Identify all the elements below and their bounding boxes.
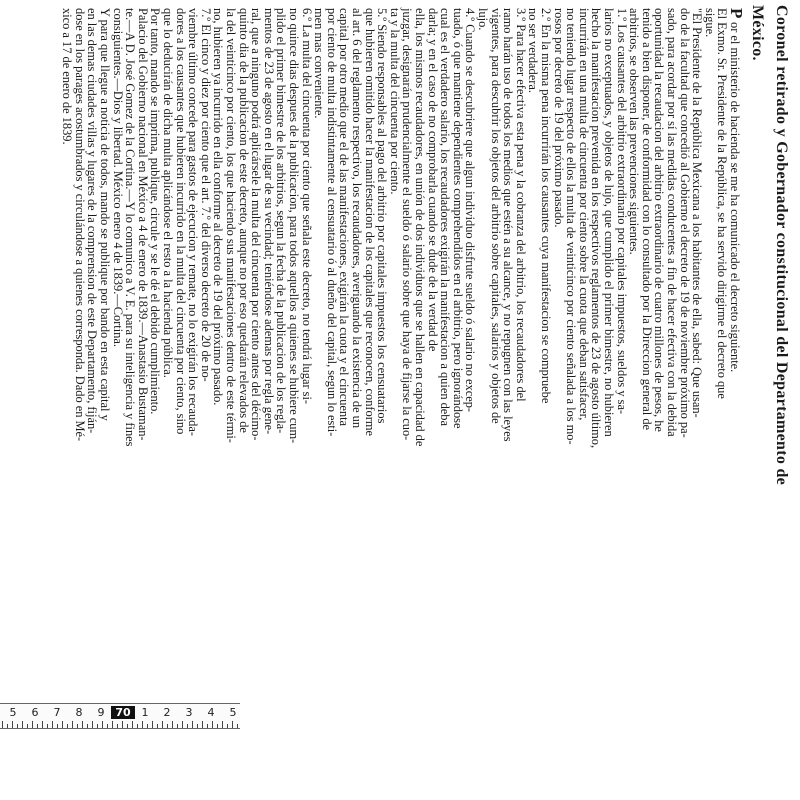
document-line: que hubieren omitido hacer la manifestacion de los capitales que reconocen, conforme <box>362 8 377 436</box>
document-line: 6.º La multa del cincuenta por ciento que señala este decreto, no tendrá lugar si- <box>299 8 314 405</box>
document-line: vigentes, para descubrir los objetos del arbitrio sobre capitales, salarios y objetos de <box>488 8 503 424</box>
document-line: Palacio del Gobierno nacional en México a 4 de enero de 1839.—Anastasio Bustaman- <box>135 8 150 441</box>
document-line: no ser verdadera. <box>526 8 541 93</box>
document-line: Y para que llegue a noticia de todos, mando se publique por bando en esta capital y <box>98 8 112 421</box>
ruler-tick <box>52 721 53 728</box>
ruler-tick <box>187 724 188 728</box>
ruler-tick <box>62 721 63 728</box>
document-line: 2.º En la misma pena incurrirán los causantes cuya manifestacion se compruebe <box>539 8 553 404</box>
ruler-tick <box>87 724 88 728</box>
document-line: no, hubieren ya incurrido en ella conforme al decreto de 19 del próximo pasado. <box>211 8 226 406</box>
document-line: no teniendo lugar respecto de ellos la multa de veinticinco por ciento señalada a los mo- <box>564 8 579 445</box>
document-line: ta y la multa del cincuenta por ciento. <box>387 8 402 195</box>
ruler-tick <box>172 721 173 728</box>
ruler-tick <box>232 721 233 728</box>
document-line: viembre último concede para gastos de ejecucion y remate, no lo exigirán los recauda- <box>186 8 201 436</box>
ruler-tick <box>37 724 38 728</box>
ruler-tick <box>7 724 8 728</box>
document-line: sado, para acordar por sí las medidas conducentes a fin de hacer efectiva con la debida <box>665 8 679 437</box>
ruler-number: 70 <box>111 706 135 719</box>
ruler-tick <box>152 721 153 728</box>
ruler-tick <box>132 721 133 728</box>
ruler-tick <box>2 721 3 728</box>
document-line: que lo deducirán de dicha multa aplicándose el resto a la hacienda pública. <box>161 8 175 378</box>
document-line: capital por otro medio que el de las manifestaciones, exigirán la cuota y el cincuenta <box>337 8 352 427</box>
ruler-number: 5 <box>9 706 17 719</box>
ruler-tick <box>107 724 108 728</box>
ruler-tick <box>17 724 18 728</box>
document-line: ella, los mismos recaudadores, en unión de dos individuos que se hallen en capacidad de <box>413 8 427 447</box>
ruler-tick <box>72 721 73 728</box>
document-line: en las demas ciudades villas y lugares de la comprension de este Departamento, fiján- <box>85 8 100 434</box>
document-line: quinto dia de la publicacion de este decreto, aunque no por eso quedarán relevados de <box>236 8 251 433</box>
ruler-number: 2 <box>163 706 171 719</box>
document-line: Por tanto, mando se imprima, publique, circule y se le dé el debido cumplimiento. <box>148 8 163 415</box>
ruler-tick <box>127 724 128 728</box>
document-line: te.—A D. José Gomez de la Cortina.—Y lo comunico a V. E. para su inteligencia y fines <box>123 8 138 447</box>
document-line: 4.º Cuando se descubriere que algun individuo disfrute sueldo ó salario no excep- <box>463 8 478 413</box>
ruler-tick <box>97 724 98 728</box>
measurement-ruler <box>0 703 240 729</box>
document-line: larios no exceptuados, y objetos de lujo, que cumplido el primer bimestre, no hubieren <box>602 8 616 437</box>
ruler-tick <box>12 721 13 728</box>
ruler-tick <box>212 721 213 728</box>
document-line: no quince dias despues de la publicacion, para todos aquellos a quienes se hubiere cum- <box>287 8 301 444</box>
rotated-document-page <box>40 0 800 800</box>
ruler-number: 4 <box>207 706 215 719</box>
ruler-tick <box>57 724 58 728</box>
ruler-tick <box>22 721 23 728</box>
document-line: 3.º Para hacer efectiva esta pena y la cobranza del arbitrio, los recaudadores del <box>513 8 528 402</box>
document-line: 5.º Siendo responsables al pago del arbitrio por capitales impuestos los censuatarios <box>375 8 390 424</box>
ruler-number: 3 <box>185 706 193 719</box>
document-line: hecho la manifestacion prevenida en los respectivos reglamentos de 23 de agosto último, <box>589 8 604 449</box>
ruler-tick <box>32 721 33 728</box>
document-line: consiguientes.—Dios y libertad. México enero 4 de 1839.—Cortina. <box>110 8 125 347</box>
document-line: cual es el verdadero salario, los recaudadores exigirán la manifestacion a quien deba <box>438 8 453 426</box>
document-line: rosos por decreto de 19 del próximo pasado. <box>551 8 566 228</box>
document-line: darla; y en el caso de no comprobarla cuando se dude de la verdad de <box>425 8 440 352</box>
ruler-tick <box>122 721 123 728</box>
ruler-tick <box>237 724 238 728</box>
ruler-tick <box>77 724 78 728</box>
ruler-tick <box>137 724 138 728</box>
ruler-tick <box>117 724 118 728</box>
ruler-tick <box>192 721 193 728</box>
document-line: dores a los causantes que hubieren incurrido en la multa del cincuenta por ciento, sino <box>173 8 188 435</box>
document-line: sigue. <box>702 8 717 38</box>
document-line: arbitrios, se observen las prevenciones siguientes. <box>627 8 642 255</box>
document-line: oportunidad la recaudacion del arbitrio extraordinario de cuatro millones de pesos, he <box>652 8 667 432</box>
ruler-tick <box>27 724 28 728</box>
ruler-tick <box>217 724 218 728</box>
document-line: lujo. <box>476 8 490 31</box>
document-line: ral, que a ninguno podrá aplicársele la multa del cincuenta por ciento antes del décimo- <box>249 8 264 441</box>
ruler-tick <box>167 724 168 728</box>
ruler-tick <box>207 724 208 728</box>
ruler-tick <box>222 721 223 728</box>
ruler-tick <box>162 721 163 728</box>
ruler-number: 6 <box>31 706 39 719</box>
document-line: por ciento de multa indistintamente al censuatario ó al dueño del capital, segun lo esti- <box>324 8 339 437</box>
document-line: dose en los parages acostumbrados y circulándose a quienes corresponda. Dado en Mé- <box>72 8 87 442</box>
ruler-tick <box>142 721 143 728</box>
document-line: incurrirán en una multa de cincuenta por ciento sobre la cuota que deban satisfacer, <box>576 8 591 421</box>
document-line: 7.º El cinco y diez por ciento que el art. 7.º del diverso decreto de 20 de no- <box>198 8 213 382</box>
document-line: xico a 17 de enero de 1839. <box>60 8 75 145</box>
document-line: do de la facultad que concedió al Gobierno el decreto de 19 de noviembre próximo pa- <box>677 8 692 438</box>
document-line: "El Presidente de la República Mexicana a los habitantes de ella, sabed: Que usan- <box>690 8 705 418</box>
document-line: tenido a bien disponer, de conformidad con lo consultado por la Direccion general de <box>639 8 654 431</box>
ruler-number: 5 <box>229 706 237 719</box>
ruler-tick <box>112 721 113 728</box>
document-heading-line2: México. <box>749 5 766 61</box>
ruler-tick <box>42 721 43 728</box>
document-line: tuado, ó que mantiene dependientes comprehendidos en el arbitrio, pero ignorándose <box>450 8 465 429</box>
ruler-number: 1 <box>141 706 149 719</box>
ruler-tick <box>202 721 203 728</box>
drop-cap: P <box>727 8 746 19</box>
document-line: 1.º Los causantes del arbitrio extraordinario por capitales impuestos, sueldos y sa- <box>614 8 629 415</box>
document-line: mentos de 23 de agosto en el lugar de su vecindad; teniéndose ademas por regla gene- <box>261 8 276 435</box>
document-line: men mas conveniente. <box>312 8 327 119</box>
ruler-tick <box>227 724 228 728</box>
ruler-tick <box>182 721 183 728</box>
document-line: al art. 6 del reglamento respectivo, los recaudadores, averiguando la existencia de un <box>350 8 364 429</box>
document-line: El Exmo. Sr. Presidente de la República, se ha servido dirigirme el decreto que <box>715 8 730 399</box>
document-line: plido el primer bimestre de los arbitrios, segun la fecha de la publicacion de los regla- <box>274 8 289 434</box>
ruler-tick <box>177 724 178 728</box>
ruler-number: 9 <box>97 706 105 719</box>
document-line: or el ministerio de hacienda se me ha comunicado el decreto siguiente. <box>728 22 742 373</box>
ruler-tick <box>102 721 103 728</box>
document-line: ramo harán uso de todos los medios que estén a su alcance, y no repugnen con las leyes <box>501 8 516 442</box>
ruler-tick <box>92 721 93 728</box>
ruler-tick <box>82 721 83 728</box>
ruler-tick <box>147 724 148 728</box>
document-line: la del veinticinco por ciento, los que haciendo sus manifestaciones dentro de este térmi- <box>224 8 238 443</box>
document-line: juzgar, designarán prudencialmente el sueldo ó salario sobre que haya de fijarse la cuo- <box>400 8 415 441</box>
ruler-tick <box>67 724 68 728</box>
ruler-tick <box>47 724 48 728</box>
ruler-tick <box>157 724 158 728</box>
document-heading-line1: Coronel retirado y Gobernador constitucional del Departamento de <box>773 5 790 486</box>
ruler-number: 8 <box>75 706 83 719</box>
ruler-tick <box>197 724 198 728</box>
ruler-number: 7 <box>53 706 61 719</box>
